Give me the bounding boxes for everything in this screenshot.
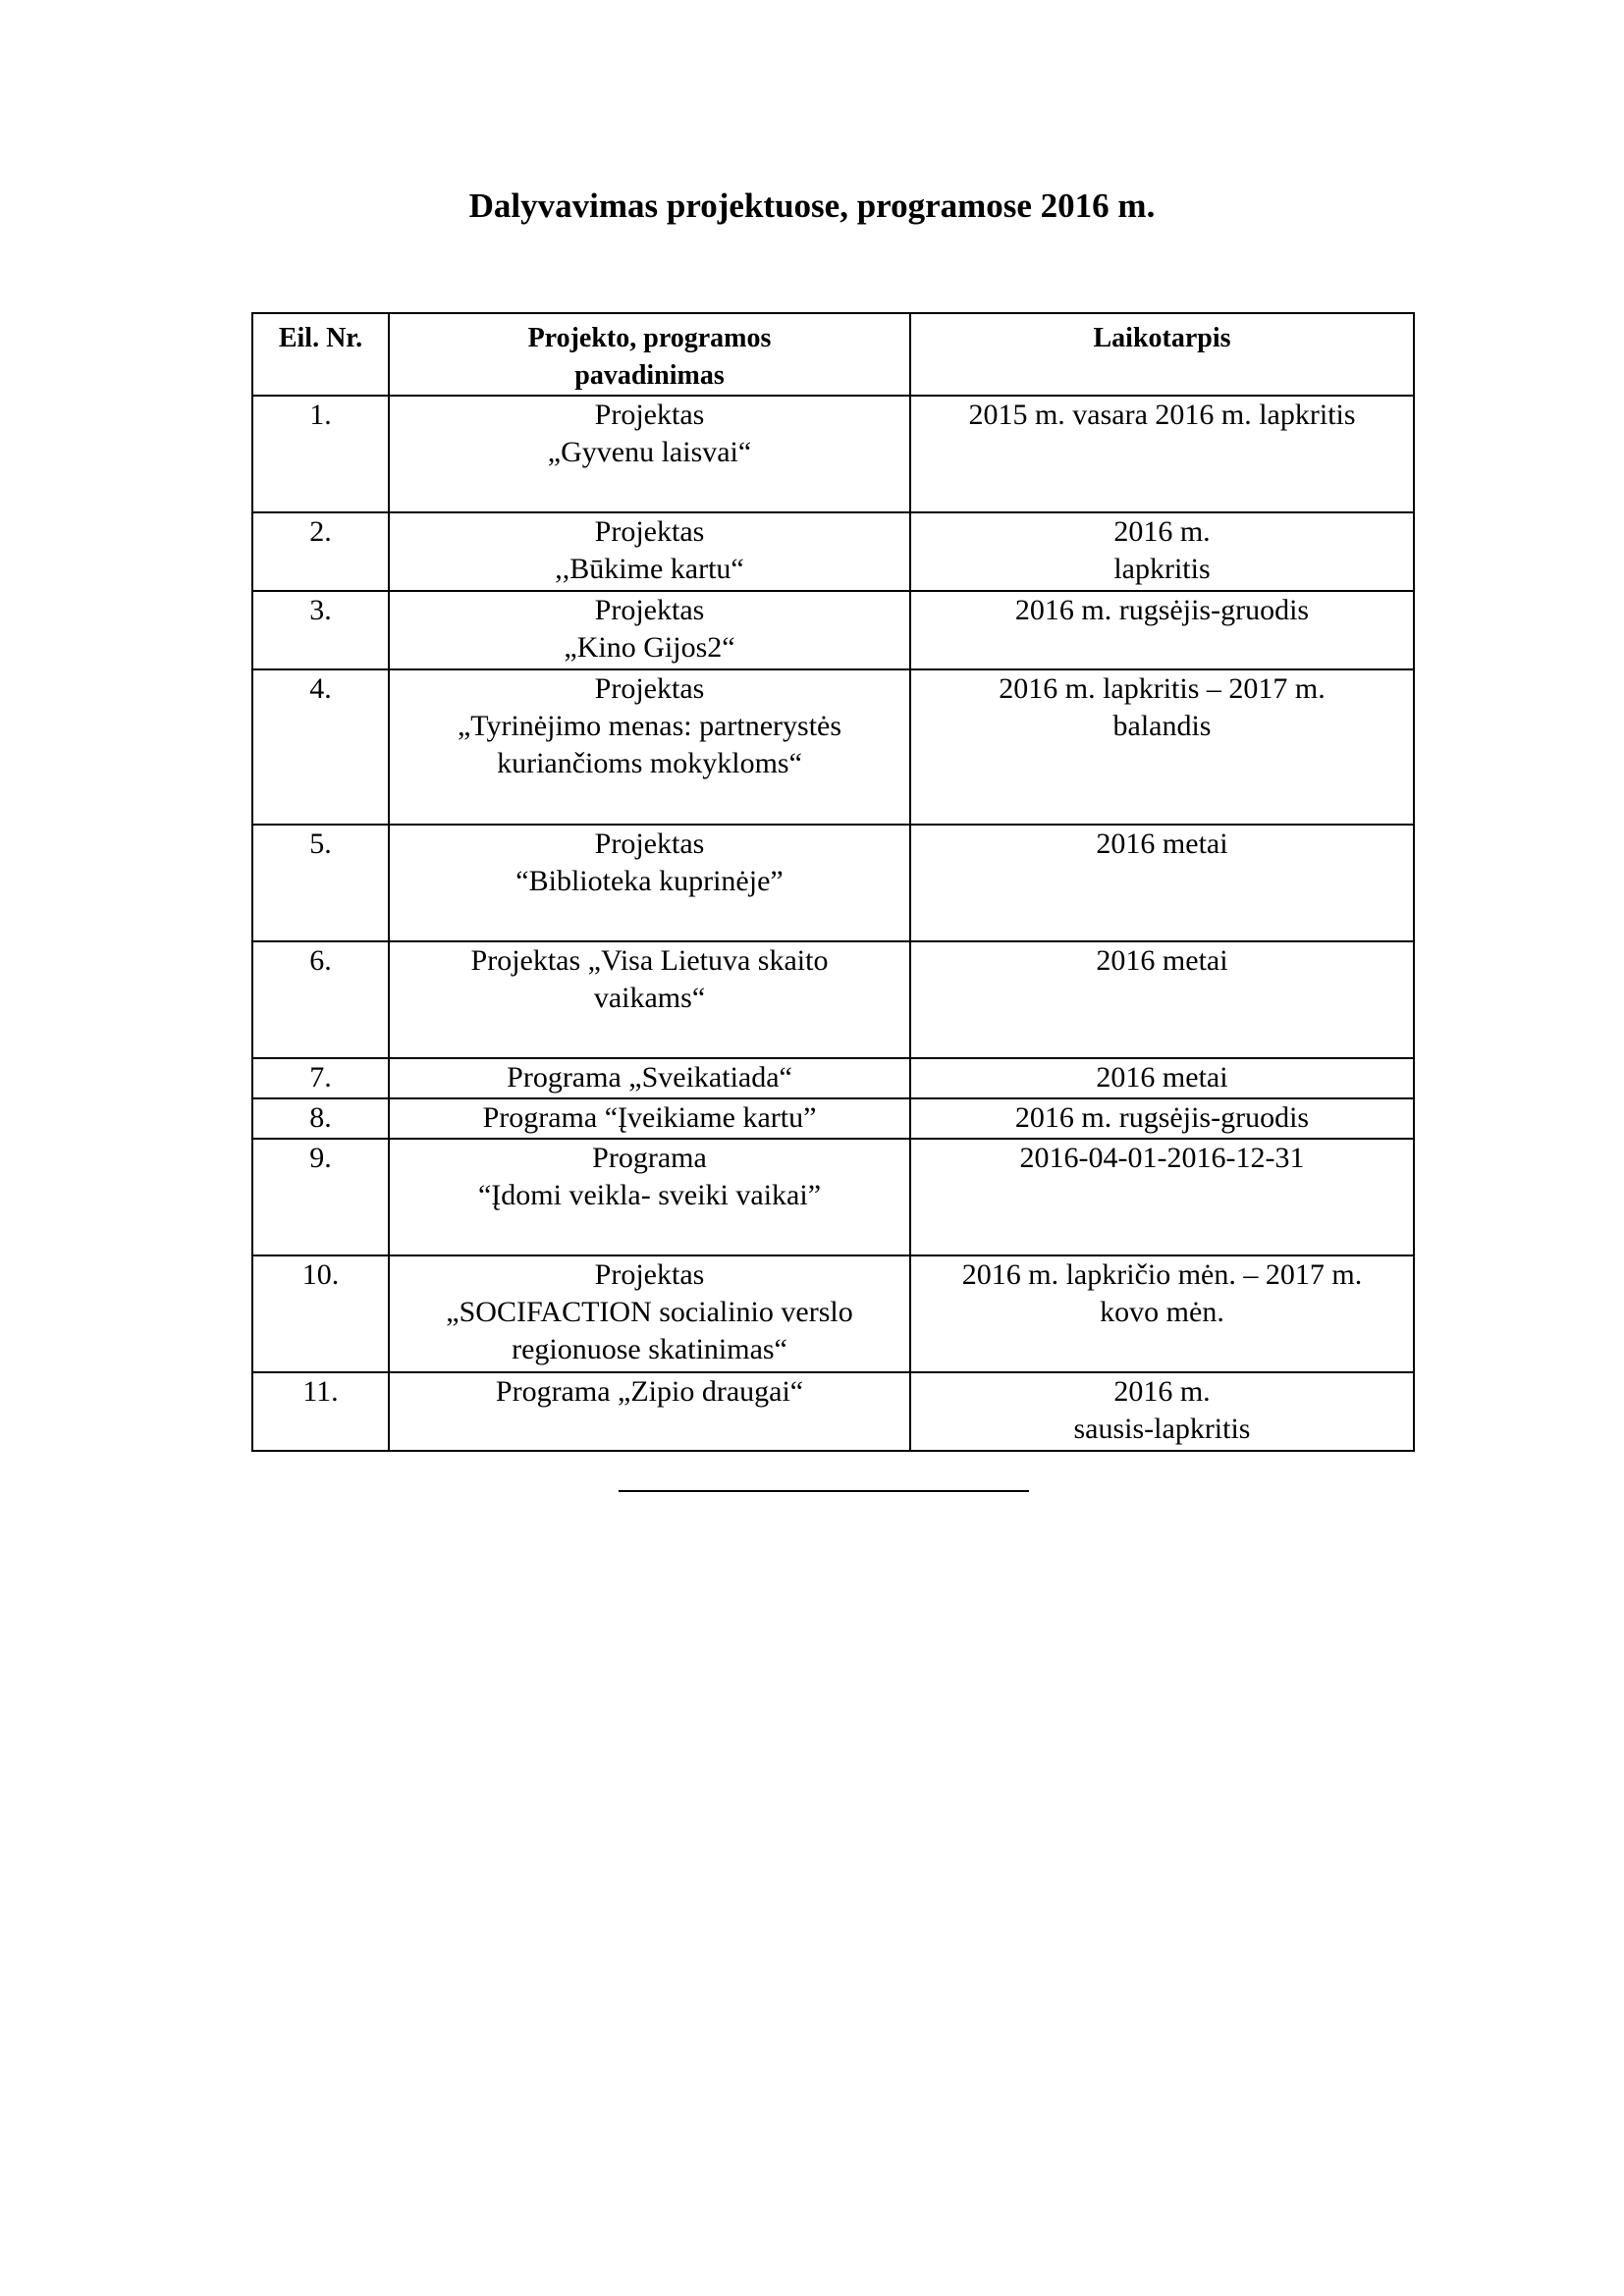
table-row — [252, 1058, 1414, 1098]
cell-period: 2016 metai — [910, 941, 1414, 1058]
cell-name: Projektas „Kino Gijos2“ — [389, 591, 910, 669]
cell-nr: 1. — [252, 396, 389, 512]
cell-nr: 7. — [252, 1058, 389, 1098]
cell-name: Projektas „Gyvenu laisvai“ — [389, 396, 910, 512]
cell-name: Programa „Sveikatiada“ — [389, 1058, 910, 1098]
table-row — [252, 396, 1414, 512]
cell-period: 2016 m. lapkritis — [910, 512, 1414, 591]
table-row — [252, 1098, 1414, 1139]
cell-nr: 10. — [252, 1255, 389, 1372]
cell-name: Programa “Įdomi veikla- sveiki vaikai” — [389, 1139, 910, 1255]
cell-period: 2016 metai — [910, 1058, 1414, 1098]
table-row — [252, 1139, 1414, 1255]
cell-nr: 9. — [252, 1139, 389, 1255]
table-row — [252, 1372, 1414, 1451]
cell-period: 2016 m. sausis-lapkritis — [910, 1372, 1414, 1451]
header-period: Laikotarpis — [910, 313, 1414, 396]
table-row — [252, 591, 1414, 669]
cell-nr: 6. — [252, 941, 389, 1058]
table-row — [252, 669, 1414, 825]
table-header-row — [252, 313, 1414, 396]
table-row — [252, 941, 1414, 1058]
cell-period: 2016 m. lapkritis – 2017 m. balandis — [910, 669, 1414, 825]
cell-nr: 5. — [252, 825, 389, 941]
cell-name: Projektas “Biblioteka kuprinėje” — [389, 825, 910, 941]
cell-nr: 4. — [252, 669, 389, 825]
cell-period: 2015 m. vasara 2016 m. lapkritis — [910, 396, 1414, 512]
header-name: Projekto, programos pavadinimas — [389, 313, 910, 396]
cell-period: 2016 m. rugsėjis-gruodis — [910, 1098, 1414, 1139]
cell-name: Projektas „Tyrinėjimo menas: partnerystės kuriančioms mokykloms“ — [389, 669, 910, 825]
cell-nr: 3. — [252, 591, 389, 669]
table-row — [252, 1255, 1414, 1372]
cell-period: 2016 metai — [910, 825, 1414, 941]
cell-period: 2016 m. lapkričio mėn. – 2017 m. kovo mėn. — [910, 1255, 1414, 1372]
cell-nr: 2. — [252, 512, 389, 591]
cell-name: Projektas „Visa Lietuva skaito vaikams“ — [389, 941, 910, 1058]
cell-name: Projektas ,,Būkime kartu“ — [389, 512, 910, 591]
cell-period: 2016 m. rugsėjis-gruodis — [910, 591, 1414, 669]
cell-name: Projektas „SOCIFACTION socialinio verslo regionuose skatinimas“ — [389, 1255, 910, 1372]
page-title: Dalyvavimas projektuose, programose 2016 m. — [468, 187, 1156, 225]
end-separator-line — [619, 1490, 1029, 1492]
table-row — [252, 825, 1414, 941]
cell-period: 2016-04-01-2016-12-31 — [910, 1139, 1414, 1255]
projects-table — [251, 312, 1415, 1452]
cell-nr: 11. — [252, 1372, 389, 1451]
cell-name: Programa „Zipio draugai“ — [389, 1372, 910, 1451]
header-nr: Eil. Nr. — [252, 313, 389, 396]
table-row — [252, 512, 1414, 591]
cell-nr: 8. — [252, 1098, 389, 1139]
cell-name: Programa “Įveikiame kartu” — [389, 1098, 910, 1139]
